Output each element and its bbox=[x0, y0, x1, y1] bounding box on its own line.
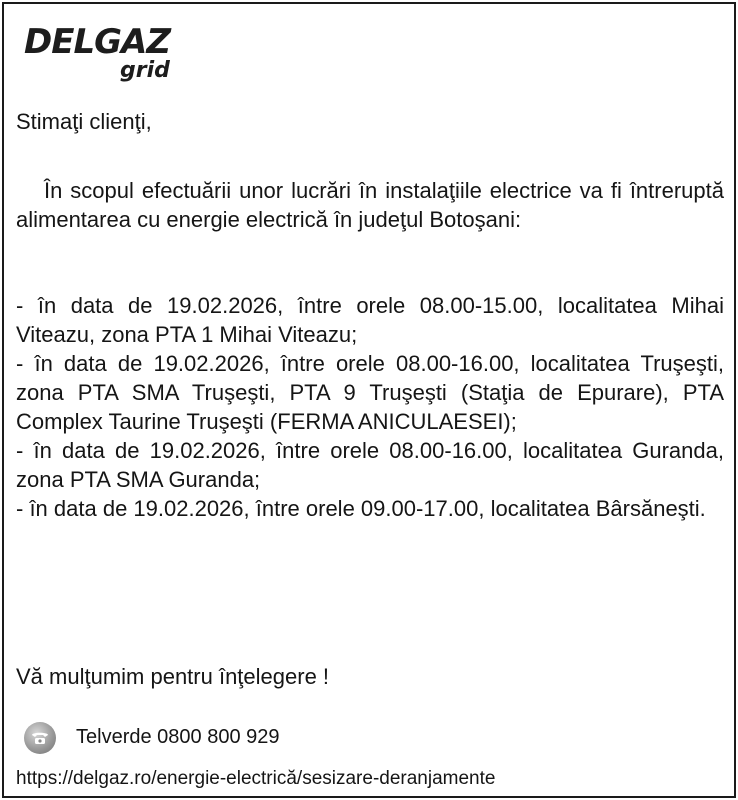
logo-sub-text: grid bbox=[120, 58, 170, 83]
phone-icon bbox=[24, 722, 56, 754]
outage-item-barsanesti: - în data de 19.02.2026, între orele 09.00-17.00, localitatea Bârsăneşti. bbox=[16, 496, 706, 521]
phone-number: Telverde 0800 800 929 bbox=[76, 726, 280, 748]
report-url[interactable]: https://delgaz.ro/energie-electrică/sesizare-deranjamente bbox=[16, 768, 496, 789]
phone-contact bbox=[24, 722, 424, 758]
logo-main-text: DELGAZ bbox=[24, 22, 170, 62]
outage-item-guranda: - în data de 19.02.2026, între orele 08.00-16.00, localitatea Guranda, zona PTA SMA Guranda; bbox=[16, 438, 724, 492]
notice-frame bbox=[2, 2, 736, 798]
outage-item-mihai-viteazu: - în data de 19.02.2026, între orele 08.00-15.00, localitatea Mihai Viteazu, zona PTA 1 Mihai Viteazu; bbox=[16, 293, 724, 347]
thanks-line: Vă mulţumim pentru înţelegere ! bbox=[16, 664, 330, 689]
intro-paragraph: În scopul efectuării unor lucrări în instalaţiile electrice va fi întreruptă alimentarea cu energie electrică în judeţul Botoşani: bbox=[16, 178, 724, 232]
outage-list bbox=[16, 291, 724, 523]
delgaz-logo bbox=[24, 22, 184, 88]
greeting: Stimaţi clienţi, bbox=[16, 109, 152, 134]
outage-item-trusesti: - în data de 19.02.2026, între orele 08.00-16.00, localitatea Truşeşti, zona PTA SMA Truşeşti, PTA 9 Truşeşti (Staţia de Epurare), PTA Complex Taurine Truşeşti (FERMA ANICULAESEI); bbox=[16, 351, 724, 434]
